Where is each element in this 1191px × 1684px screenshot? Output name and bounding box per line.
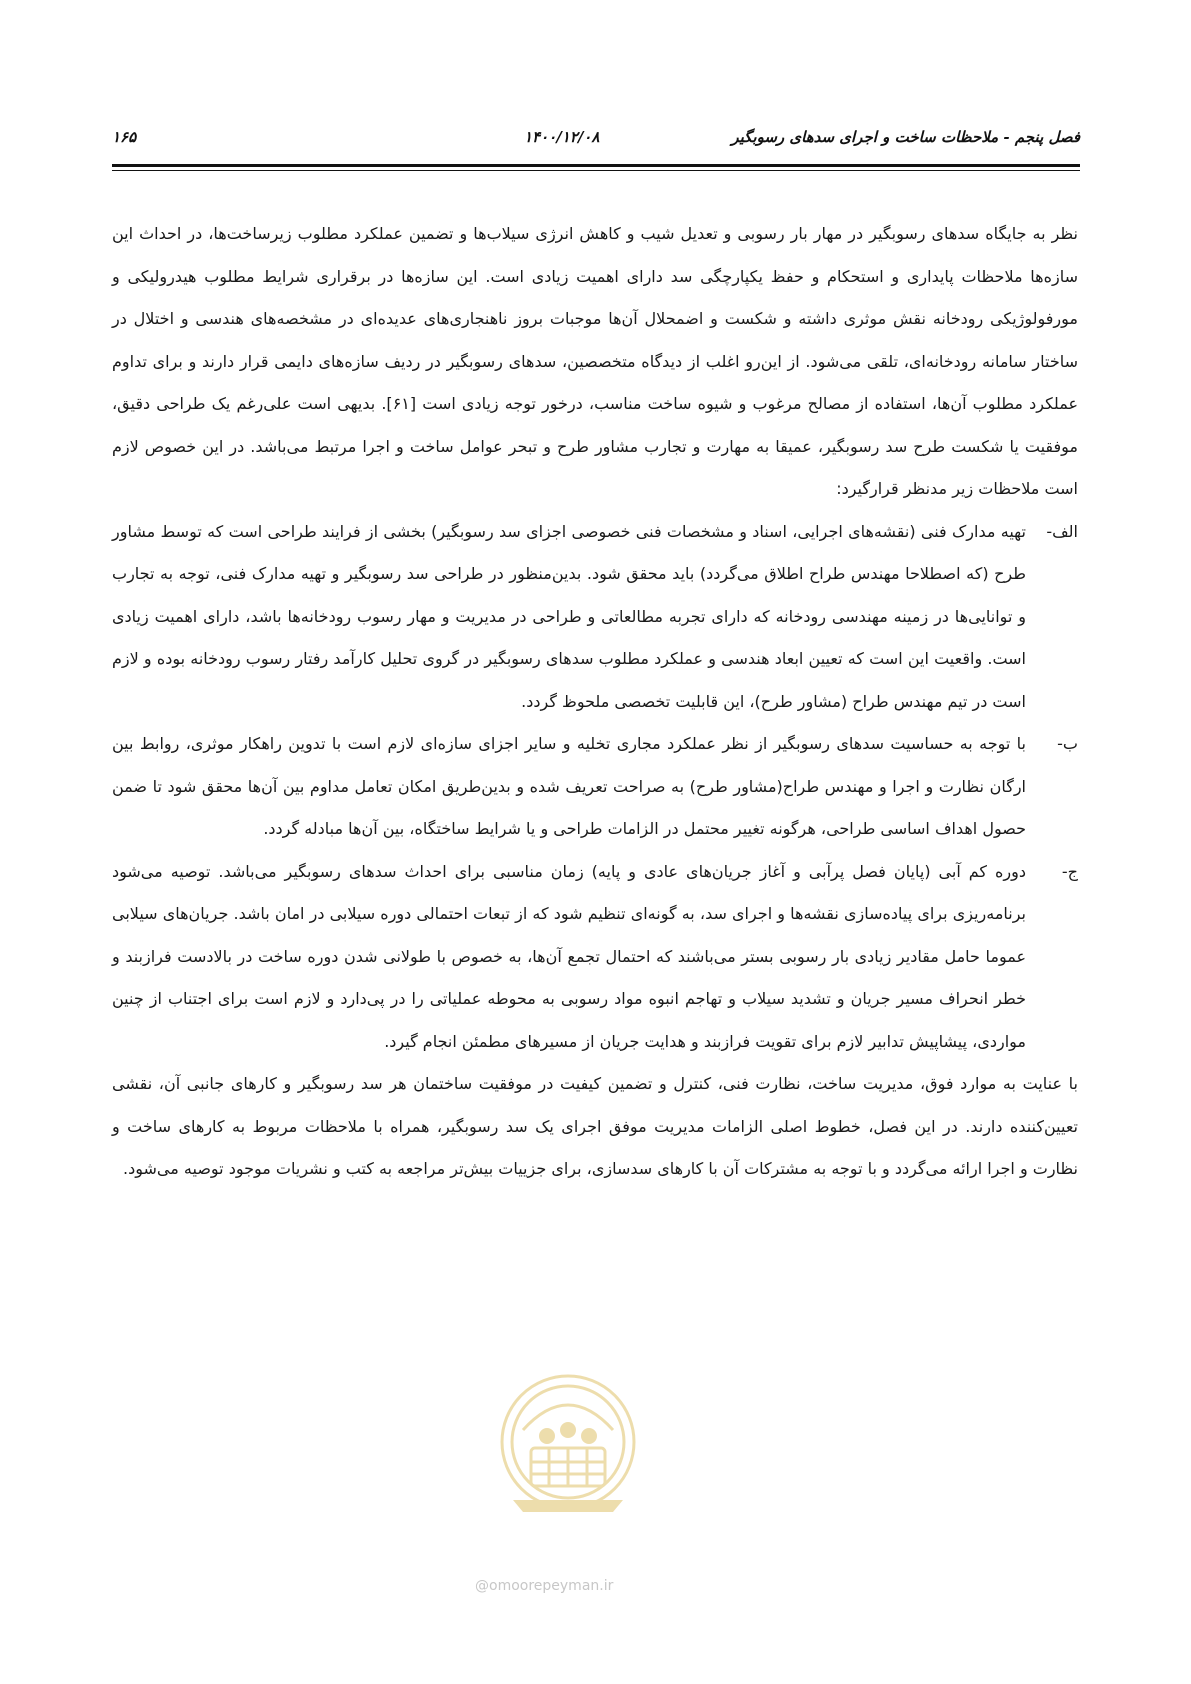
- intro-paragraph: نظر به جایگاه سدهای رسوبگیر در مهار بار رسوبی و تعدیل شیب و کاهش انرژی سیلاب‌ها و تضمین عملکرد مطلوب زیرساخت‌ها، در احداث این سازه‌ها ملاحظات پایداری و استحکام و حفظ یکپارچگی سد دارای اهمیت زیادی است. این سازه‌ها در برقراری شرایط مطلوب هیدرولیکی و مورفولوژیکی رودخانه نقش موثری داشته و شکست و اضمحلال آن‌ها موجبات بروز ناهنجاری‌های عدیده‌ای در مشخصه‌های هندسی و اختلال در ساختار سامانه رودخانه‌ای، تلقی می‌شود. از این‌رو اغلب از دیدگاه متخصصین، سدهای رسوبگیر در ردیف سازه‌های دایمی قرار دارند و برای تداوم عملکرد مطلوب آن‌ها، استفاده از مصالح مرغوب و شیوه ساخت مناسب، درخور توجه زیادی است [۶۱]. بدیهی است علی‌رغم یک طراحی دقیق، موفقیت یا شکست طرح سد رسوبگیر، عمیقا به مهارت و تجارب مشاور طرح و تبحر عوامل ساخت و اجرا مرتبط می‌باشد. در این خصوص لازم است ملاحظات زیر مدنظر قرارگیرد:: [112, 224, 1078, 498]
- list-item-text: دوره کم آبی (پایان فصل پرآبی و آغاز جریان‌های عادی و پایه) زمان مناسبی برای احداث سدهای رسوبگیر می‌باشد. توصیه می‌شود برنامه‌ریزی برای پیاده‌سازی نقشه‌ها و اجرای سد، به گونه‌ای تنظیم شود که از تبعات احتمالی دوره سیلابی در امان باشد. جریان‌های سیلابی عموما حامل مقادیر زیادی بار رسوبی بستر می‌باشند که احتمال تجمع آن‌ها، به خصوص با طولانی شدن دوره ساخت در بالادست فرازبند و خطر انحراف مسیر جریان و تشدید سیلاب و تهاجم انبوه مواد رسوبی به محوطه عملیاتی را در پی‌دارد و لازم است برای اجتناب از چنین مواردی، پیشاپیش تدابیر لازم برای تقویت فرازبند و هدایت جریان از مسیرهای مطمئن انجام گیرد.: [112, 861, 1026, 1051]
- list-item-text: با توجه به حساسیت سدهای رسوبگیر از نظر عملکرد مجاری تخلیه و سایر اجزای سازه‌ای لازم است با تدوین راهکار موثری، روابط بین ارگان نظارت و اجرا و مهندس طراح(مشاور طرح) به صراحت تعریف شده و بدین‌طریق امکان تعامل مداوم بین آن‌ها محقق شود تا ضمن حصول اهداف اساسی طراحی، هرگونه تغییر محتمل در الزامات طراحی و یا شرایط ساختگاه، بین آن‌ها مبادله گردد.: [112, 734, 1026, 838]
- page-number: ۱۶۵: [112, 128, 137, 146]
- list-item-text: تهیه مدارک فنی (نقشه‌های اجرایی، اسناد و مشخصات فنی خصوصی اجزای سد رسوبگیر) بخشی از فرایند طراحی است که توسط مشاور طرح (که اصطلاحا مهندس طراح اطلاق می‌گردد) باید محقق شود. بدین‌منظور در طراحی سد رسوبگیر و تهیه مدارک فنی، توجه به تجارب و توانایی‌ها در زمینه مهندسی رودخانه که دارای تجربه مطالعاتی و طراحی در مدیریت و مهار رسوب رودخانه‌ها باشد، دارای اهمیت زیادی است. واقعیت این است که تعیین ابعاد هندسی و عملکرد مطلوب سدهای رسوبگیر در گروی تحلیل کارآمد رفتار رسوب رودخانه بوده و لازم است در تیم مهندس طراح (مشاور طرح)، این قابلیت تخصصی ملحوظ گردد.: [112, 521, 1026, 711]
- header-date: ۱۴۰۰/۱۲/۰۸: [524, 128, 600, 146]
- list-item-alef: [112, 511, 1078, 724]
- list-marker: ب-: [1057, 734, 1078, 753]
- header-rule-thin: [112, 170, 1080, 171]
- chapter-title: فصل پنجم - ملاحظات ساخت و اجرای سدهای رسوبگیر: [731, 128, 1080, 146]
- watermark-logo-icon: [493, 1370, 643, 1530]
- list-item-jim: [112, 851, 1078, 1064]
- list-marker: ج-: [1061, 861, 1078, 881]
- watermark-site: @omoorepeyman.ir: [475, 1578, 614, 1594]
- closing-paragraph: با عنایت به موارد فوق، مدیریت ساخت، نظارت فنی، کنترل و تضمین کیفیت در موفقیت ساختمان هر سد رسوبگیر و کارهای جانبی آن، نقشی تعیین‌کننده دارند. در این فصل، خطوط اصلی الزامات مدیریت موفق اجرای یک سد رسوبگیر، همراه با ملاحظات مربوط به کارهای ساخت و نظارت و اجرا ارائه می‌گردد و با توجه به مشترکات آن با کارهای سدسازی، برای جزییات بیش‌تر مراجعه به کتب و نشریات موجود توصیه می‌شود.: [112, 1074, 1078, 1178]
- running-header: [112, 122, 1080, 152]
- header-rule-thick: [112, 164, 1080, 167]
- list-item-be: [112, 723, 1078, 851]
- page-body: [112, 213, 1078, 1191]
- list-marker: الف-: [1046, 521, 1078, 541]
